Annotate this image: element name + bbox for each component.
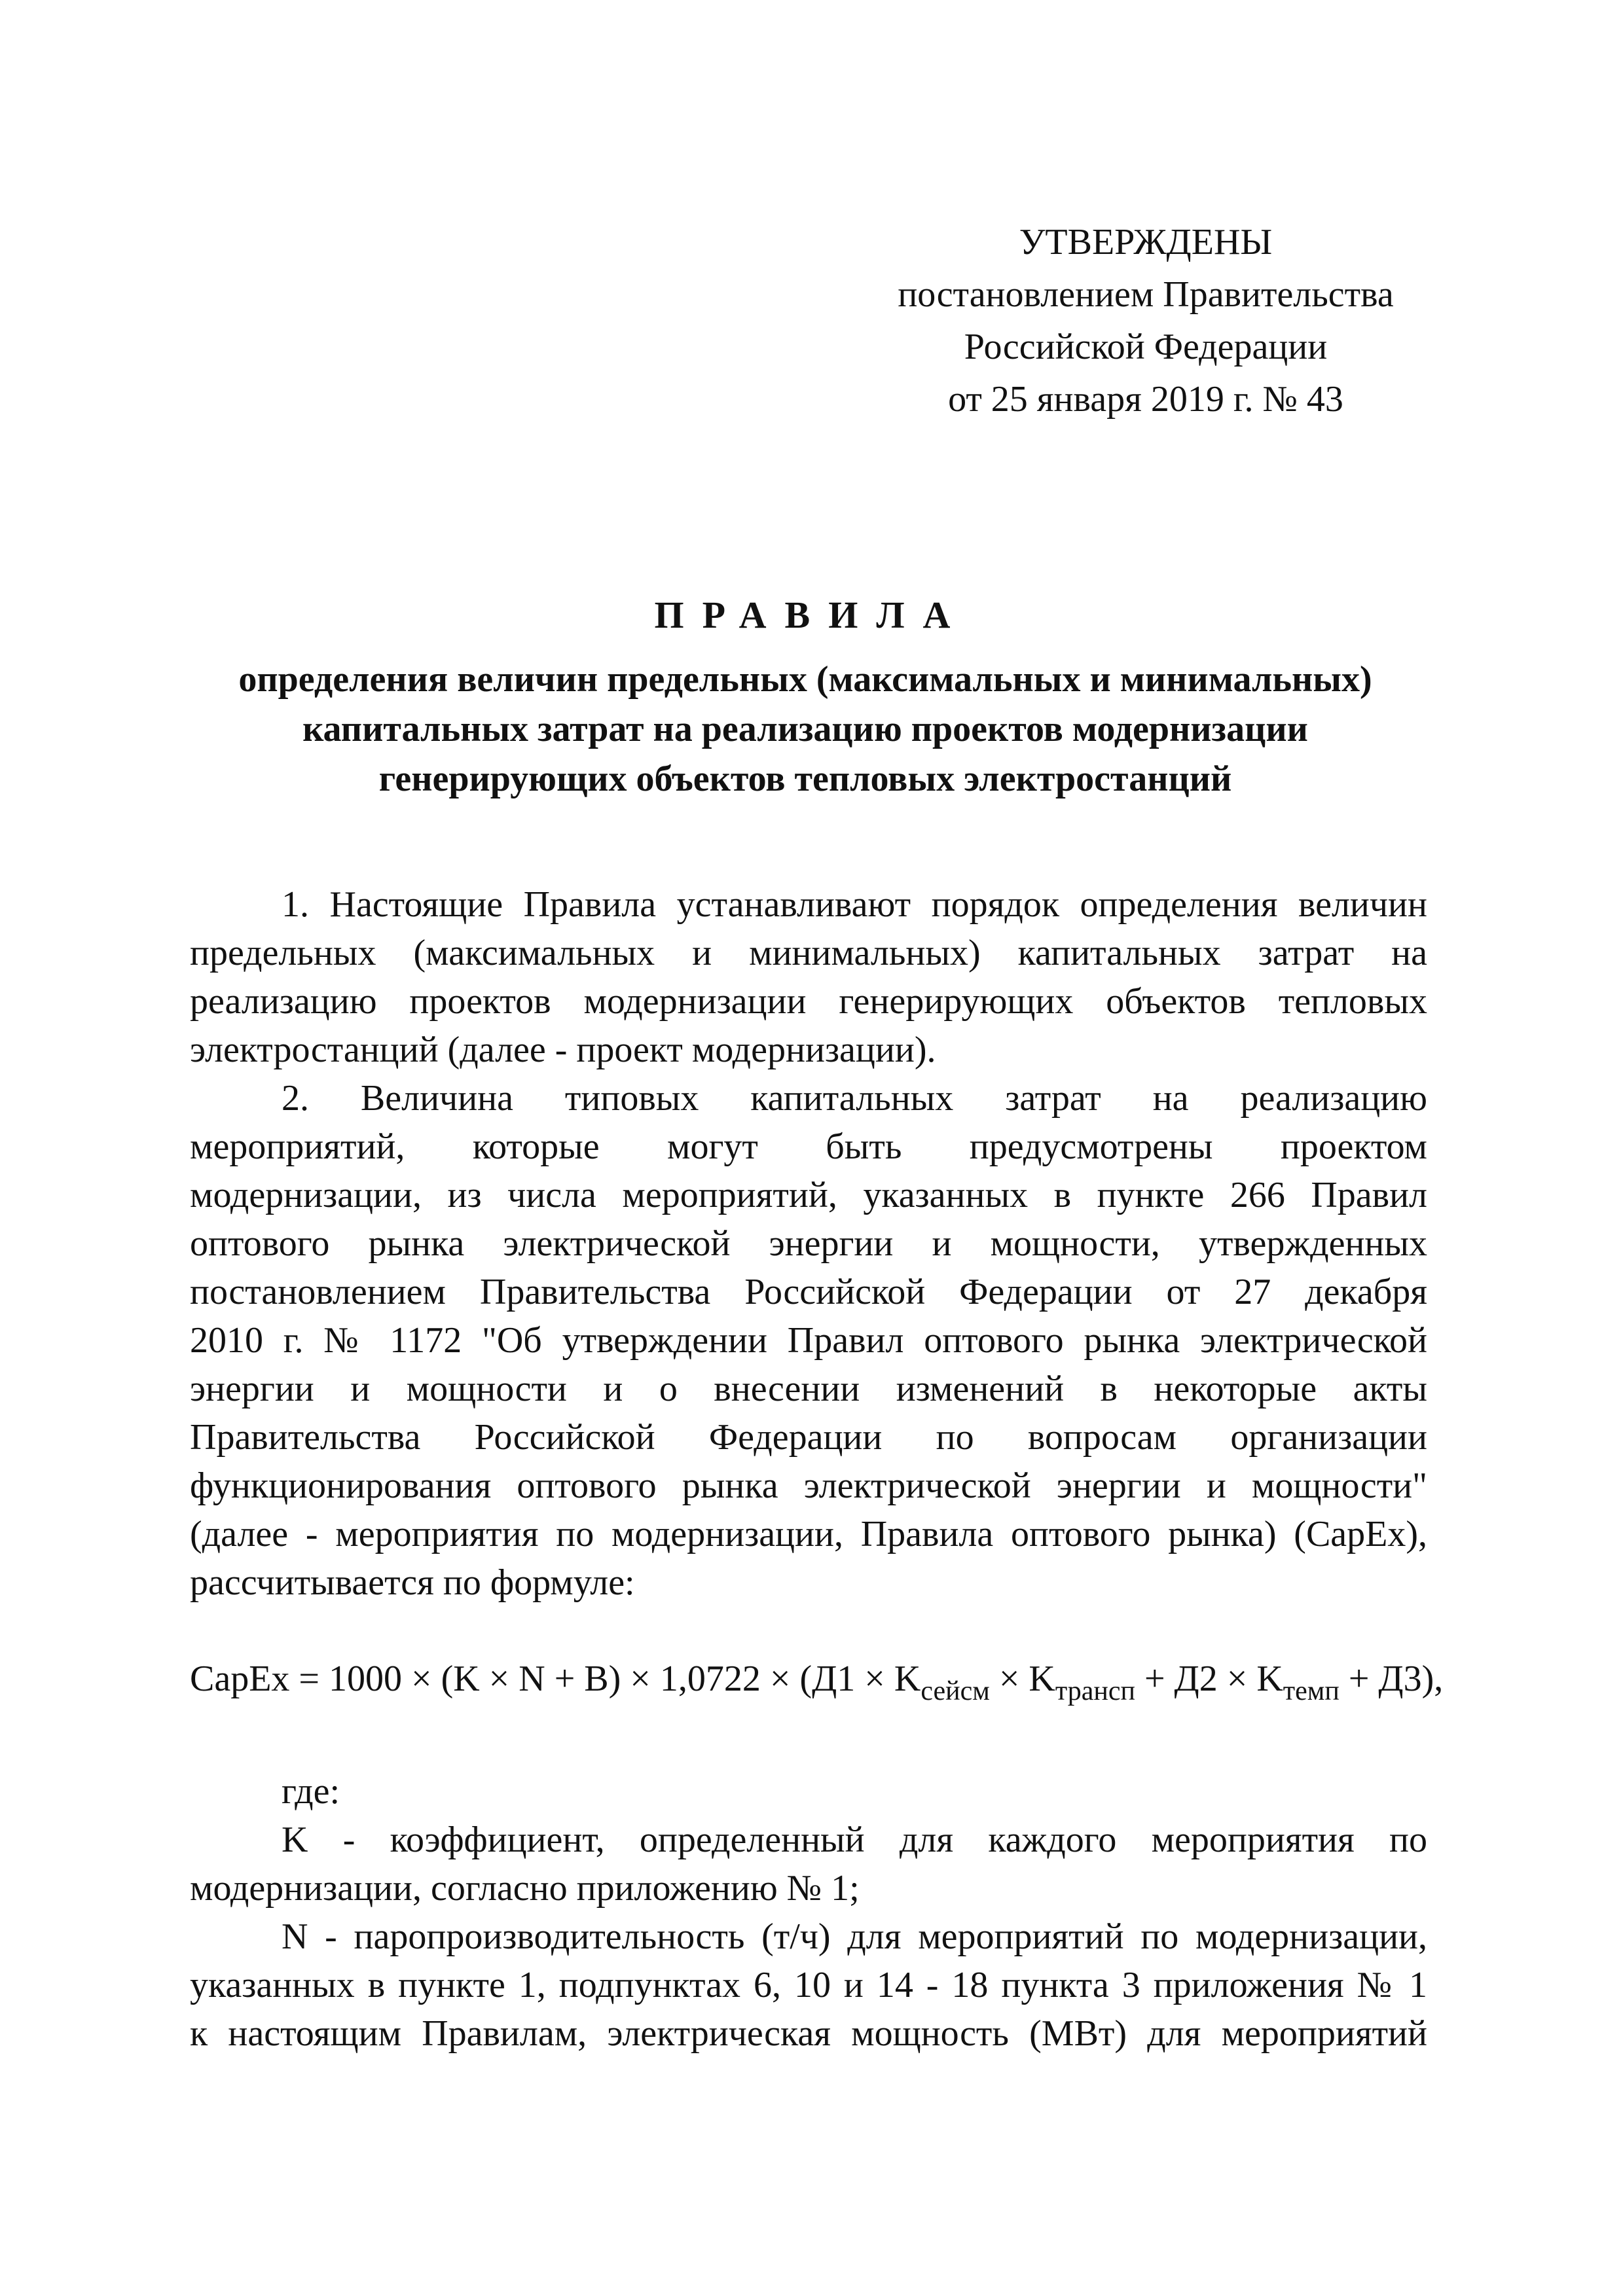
paragraph-1-line: 1. Настоящие Правила устанавливают порядок определения величин xyxy=(282,884,1427,925)
where-label: где: xyxy=(282,1771,340,1812)
paragraph-1-line: электростанций (далее - проект модернизации). xyxy=(190,1030,936,1070)
paragraph-2-line: 2010 г. № 1172 "Об утверждении Правил оптового рынка электрической xyxy=(190,1320,1427,1361)
subtitle-line: определения величин предельных (максимальных и минимальных) xyxy=(238,659,1372,700)
definitions-text xyxy=(190,1767,1427,2058)
approval-block xyxy=(877,216,1414,425)
paragraph-2-line: оптового рынка электрической энергии и мощности, утвержденных xyxy=(190,1223,1427,1264)
formula-subscript-temp: темп xyxy=(1283,1676,1340,1706)
subtitle-line: капитальных затрат на реализацию проектов модернизации xyxy=(302,709,1308,749)
n-definition-line: к настоящим Правилам, электрическая мощность (МВт) для мероприятий xyxy=(190,2013,1427,2054)
paragraph-2-line: 2. Величина типовых капитальных затрат на реализацию xyxy=(282,1078,1427,1119)
paragraph-1-line: реализацию проектов модернизации генерирующих объектов тепловых xyxy=(190,981,1427,1022)
formula-part: × K xyxy=(989,1659,1055,1699)
paragraph-2-line: модернизации, из числа мероприятий, указанных в пункте 266 Правил xyxy=(190,1175,1427,1215)
n-definition-line: N - паропроизводительность (т/ч) для мероприятий по модернизации, xyxy=(282,1916,1427,1957)
k-definition-line: модернизации, согласно приложению № 1; xyxy=(190,1868,860,1909)
formula-main: CapEx = 1000 × (K × N + B) × 1,0722 × (Д1 × K xyxy=(190,1659,921,1699)
formula-subscript-seismic: сейсм xyxy=(921,1676,990,1706)
paragraph-1-line: предельных (максимальных и минимальных) капитальных затрат на xyxy=(190,933,1427,973)
paragraph-2-line: (далее - мероприятия по модернизации, Правила оптового рынка) (CapEx), xyxy=(190,1514,1427,1554)
paragraph-2-line: постановлением Правительства Российской Федерации от 27 декабря xyxy=(190,1272,1427,1312)
n-definition-line: указанных в пункте 1, подпунктах 6, 10 и 14 - 18 пункта 3 приложения № 1 xyxy=(190,1965,1427,2005)
body-text xyxy=(190,880,1427,1607)
paragraph-2-line: мероприятий, которые могут быть предусмотрены проектом xyxy=(190,1126,1427,1167)
document-subtitle xyxy=(183,655,1427,804)
approval-line-3: от 25 января 2019 г. № 43 xyxy=(948,379,1343,420)
paragraph-2-line: энергии и мощности и о внесении изменений в некоторые акты xyxy=(190,1369,1427,1409)
formula-part: + Д2 × K xyxy=(1135,1659,1283,1699)
document-title: ПРАВИЛА xyxy=(654,594,969,636)
paragraph-2-line: функционирования оптового рынка электрической энергии и мощности" xyxy=(190,1465,1427,1506)
approval-heading: УТВЕРЖДЕНЫ xyxy=(1019,222,1273,262)
paragraph-2-line: рассчитывается по формуле: xyxy=(190,1562,635,1603)
approval-line-2: Российской Федерации xyxy=(964,327,1328,367)
formula-end: + Д3), xyxy=(1339,1659,1444,1699)
approval-line-1: постановлением Правительства xyxy=(898,274,1394,315)
subtitle-line: генерирующих объектов тепловых электростанций xyxy=(378,759,1232,799)
capex-formula xyxy=(190,1653,1473,1717)
formula-subscript-transport: трансп xyxy=(1055,1676,1135,1706)
paragraph-2-line: Правительства Российской Федерации по вопросам организации xyxy=(190,1417,1427,1458)
k-definition-line: K - коэффициент, определенный для каждого мероприятия по xyxy=(282,1820,1427,1860)
